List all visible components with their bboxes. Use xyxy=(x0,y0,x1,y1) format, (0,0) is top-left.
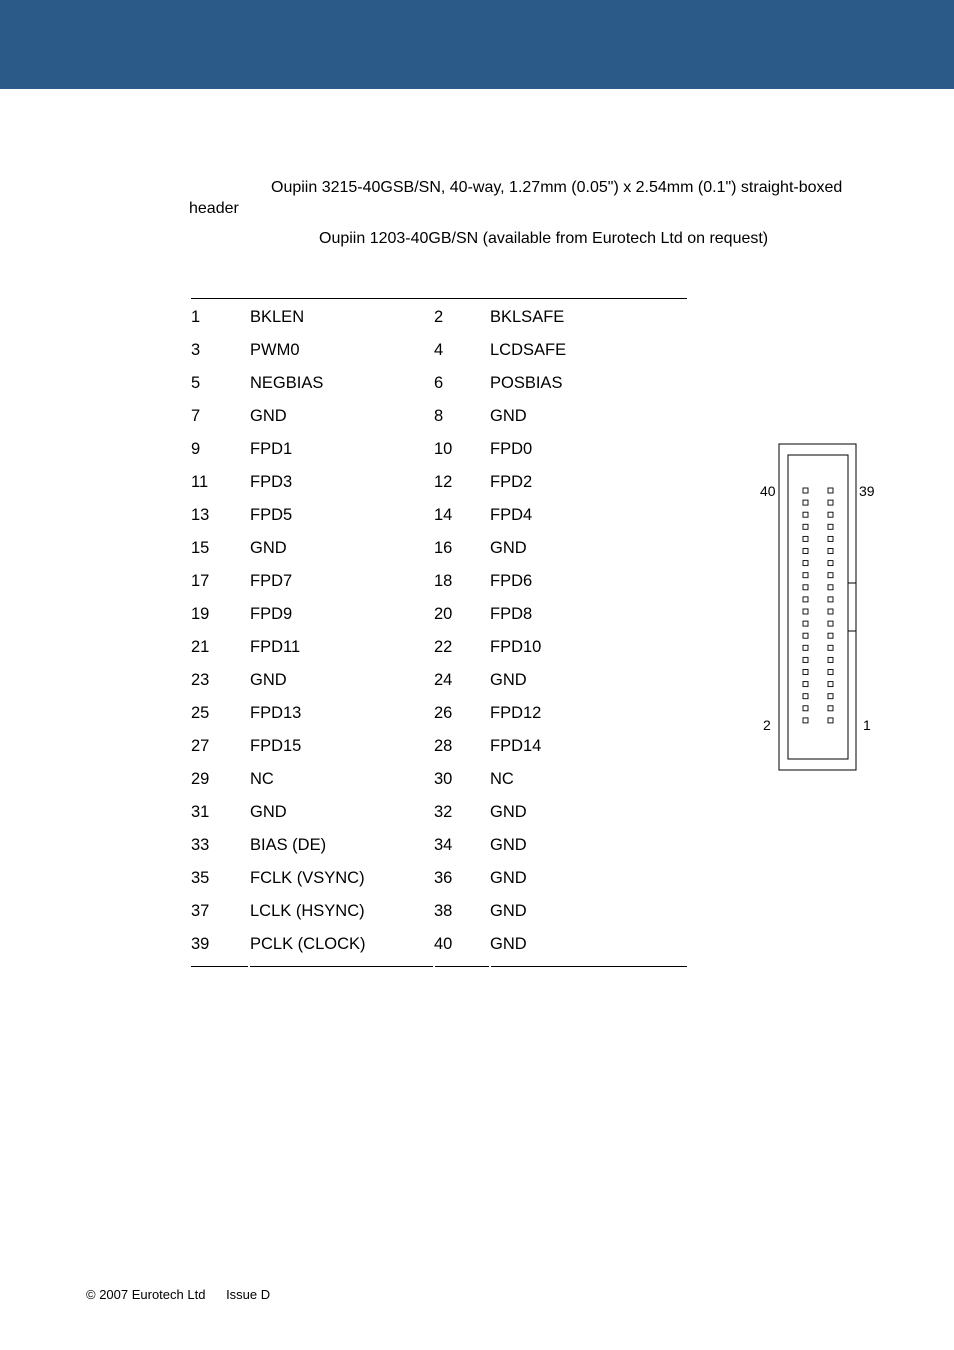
table-row xyxy=(191,662,687,695)
connector-pin xyxy=(803,549,808,554)
table-row xyxy=(191,728,687,761)
signal-name: FPD2 xyxy=(490,473,533,491)
signal-name: PWM0 xyxy=(250,341,300,359)
issue-text: Issue D xyxy=(226,1287,271,1302)
connector-pin xyxy=(828,645,833,650)
pin-number: 7 xyxy=(191,407,201,425)
connector-pin xyxy=(828,597,833,602)
connector-pin xyxy=(803,524,808,529)
connector-pin xyxy=(828,524,833,529)
signal-name: GND xyxy=(250,407,287,425)
pin-number: 25 xyxy=(191,704,210,722)
pin-number: 32 xyxy=(434,803,453,821)
connector-pin xyxy=(828,512,833,517)
connector-pin xyxy=(828,694,833,699)
signal-name: GND xyxy=(490,935,527,953)
signal-name: GND xyxy=(490,407,527,425)
connector-pin xyxy=(803,645,808,650)
signal-name: FPD5 xyxy=(250,506,293,524)
signal-name: POSBIAS xyxy=(490,374,563,392)
signal-name: GND xyxy=(490,836,527,854)
signal-name: GND xyxy=(490,671,527,689)
signal-name: GND xyxy=(250,539,287,557)
pin-number: 38 xyxy=(434,902,453,920)
connector-pin xyxy=(828,706,833,711)
table-row xyxy=(191,530,687,563)
connector-pinout-diagram xyxy=(752,440,892,780)
connector-pin xyxy=(828,682,833,687)
signal-name: GND xyxy=(250,671,287,689)
pin-number: 36 xyxy=(434,869,453,887)
connector-pin xyxy=(828,500,833,505)
signal-name: PCLK (CLOCK) xyxy=(250,935,366,953)
table-row xyxy=(191,629,687,662)
pin-number: 33 xyxy=(191,836,210,854)
signal-name: BIAS (DE) xyxy=(250,836,327,854)
connector-outer-shroud xyxy=(779,444,856,770)
signal-name: FCLK (VSYNC) xyxy=(250,869,365,887)
signal-name: NEGBIAS xyxy=(250,374,324,392)
pin-label-top-left: 40 xyxy=(760,483,776,499)
pin-number: 28 xyxy=(434,737,453,755)
table-row xyxy=(191,860,687,893)
signal-name: NC xyxy=(250,770,274,788)
pin-number: 2 xyxy=(434,308,444,326)
connector-pin xyxy=(803,561,808,566)
connector-pin xyxy=(803,573,808,578)
pin-number: 1 xyxy=(191,308,201,326)
signal-name: FPD1 xyxy=(250,440,293,458)
connector-pin xyxy=(828,670,833,675)
table-row xyxy=(191,497,687,530)
signal-name: FPD13 xyxy=(250,704,302,722)
signal-name: FPD11 xyxy=(250,638,301,656)
copyright-text: © 2007 Eurotech Ltd xyxy=(86,1287,206,1302)
pin-number: 30 xyxy=(434,770,453,788)
pin-grid xyxy=(803,488,833,723)
pin-label-top-right: 39 xyxy=(859,483,875,499)
signal-name: LCDSAFE xyxy=(490,341,567,359)
table-row xyxy=(191,398,687,431)
pin-number: 13 xyxy=(191,506,210,524)
connector-pin xyxy=(803,597,808,602)
pin-number: 31 xyxy=(191,803,210,821)
table-row xyxy=(191,299,687,332)
connector-pin xyxy=(828,585,833,590)
pin-number: 17 xyxy=(191,572,210,590)
pin-number: 23 xyxy=(191,671,210,689)
pin-number: 26 xyxy=(434,704,453,722)
header-part-description: Oupiin 3215-40GSB/SN, 40-way, 1.27mm (0.05") x 2.54mm (0.1") straight-boxed header xyxy=(189,179,843,217)
connector-pin xyxy=(803,621,808,626)
connector-pin xyxy=(803,718,808,723)
connector-pin xyxy=(803,694,808,699)
pinout-table-bottom-rule xyxy=(191,966,687,967)
pin-number: 20 xyxy=(434,605,453,623)
pin-number: 24 xyxy=(434,671,453,689)
table-row xyxy=(191,563,687,596)
connector-pin xyxy=(803,657,808,662)
pin-label-bottom-right: 1 xyxy=(863,717,871,733)
pin-label-bottom-left: 2 xyxy=(763,717,771,733)
connector-pin xyxy=(828,549,833,554)
table-row xyxy=(191,464,687,497)
signal-name: FPD3 xyxy=(250,473,293,491)
pin-number: 5 xyxy=(191,374,201,392)
signal-name: GND xyxy=(490,539,527,557)
pin-number: 18 xyxy=(434,572,453,590)
signal-name: FPD4 xyxy=(490,506,533,524)
signal-name: BKLEN xyxy=(250,308,305,326)
signal-name: FPD9 xyxy=(250,605,293,623)
pin-number: 27 xyxy=(191,737,210,755)
signal-name: GND xyxy=(490,803,527,821)
pin-number: 6 xyxy=(434,374,444,392)
connector-pin xyxy=(828,561,833,566)
table-row xyxy=(191,926,687,959)
pin-number: 37 xyxy=(191,902,210,920)
pin-number: 19 xyxy=(191,605,210,623)
pin-number: 12 xyxy=(434,473,453,491)
table-row xyxy=(191,596,687,629)
connector-pin xyxy=(803,488,808,493)
connector-pin xyxy=(803,670,808,675)
connector-pin xyxy=(828,609,833,614)
pin-number: 4 xyxy=(434,341,444,359)
connector-pin xyxy=(803,500,808,505)
connector-pin xyxy=(828,621,833,626)
pin-number: 11 xyxy=(191,473,209,491)
signal-name: GND xyxy=(490,902,527,920)
signal-name: NC xyxy=(490,770,514,788)
connector-inner-cavity xyxy=(788,455,848,759)
pin-number: 15 xyxy=(191,539,210,557)
pin-number: 34 xyxy=(434,836,453,854)
pin-number: 21 xyxy=(191,638,210,656)
signal-name: FPD12 xyxy=(490,704,542,722)
connector-pin xyxy=(803,585,808,590)
connector-pin xyxy=(803,682,808,687)
table-row xyxy=(191,365,687,398)
signal-name: LCLK (HSYNC) xyxy=(250,902,365,920)
pin-number: 16 xyxy=(434,539,453,557)
pin-number: 3 xyxy=(191,341,201,359)
signal-name: BKLSAFE xyxy=(490,308,565,326)
connector-pin xyxy=(828,718,833,723)
signal-name: FPD10 xyxy=(490,638,542,656)
connector-pin xyxy=(828,657,833,662)
pin-number: 22 xyxy=(434,638,453,656)
connector-pin xyxy=(828,488,833,493)
connector-pin xyxy=(828,573,833,578)
table-row xyxy=(191,827,687,860)
pin-number: 8 xyxy=(434,407,444,425)
signal-name: FPD8 xyxy=(490,605,533,623)
table-row xyxy=(191,431,687,464)
table-row xyxy=(191,761,687,794)
mating-part-description: Oupiin 1203-40GB/SN (available from Eurotech Ltd on request) xyxy=(319,230,769,247)
header-band xyxy=(0,0,954,89)
pin-number: 29 xyxy=(191,770,210,788)
signal-name: FPD7 xyxy=(250,572,293,590)
pin-number: 9 xyxy=(191,440,201,458)
pinout-table xyxy=(191,298,687,959)
pin-number: 35 xyxy=(191,869,210,887)
pin-number: 14 xyxy=(434,506,453,524)
pin-number: 40 xyxy=(434,935,453,953)
pin-number: 39 xyxy=(191,935,210,953)
connector-pin xyxy=(803,633,808,638)
signal-name: FPD14 xyxy=(490,737,542,755)
signal-name: GND xyxy=(490,869,527,887)
table-row xyxy=(191,794,687,827)
connector-pin xyxy=(828,536,833,541)
signal-name: FPD15 xyxy=(250,737,302,755)
table-row xyxy=(191,695,687,728)
pin-number: 10 xyxy=(434,440,453,458)
signal-name: FPD6 xyxy=(490,572,533,590)
table-row xyxy=(191,332,687,365)
connector-pin xyxy=(803,609,808,614)
table-row xyxy=(191,893,687,926)
signal-name: GND xyxy=(250,803,287,821)
page-footer xyxy=(86,1287,270,1302)
signal-name: FPD0 xyxy=(490,440,533,458)
connector-pin xyxy=(828,633,833,638)
connector-pin xyxy=(803,706,808,711)
connector-pin xyxy=(803,536,808,541)
connector-pin xyxy=(803,512,808,517)
